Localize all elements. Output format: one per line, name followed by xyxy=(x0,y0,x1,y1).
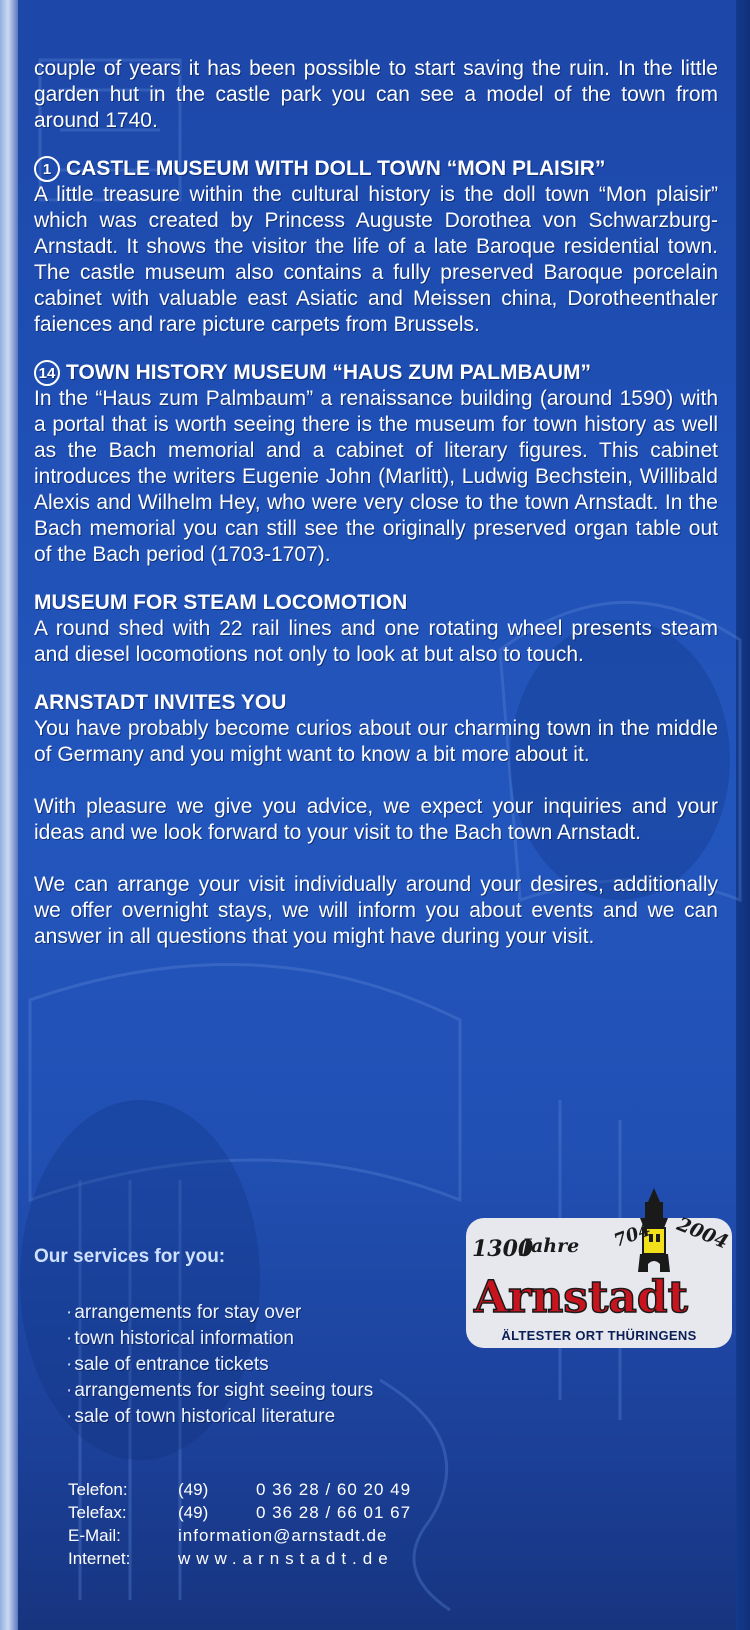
section-body: A round shed with 22 rail lines and one rotating wheel presents steam and diesel locomotions not only to look at but also to touch. xyxy=(34,617,718,666)
website-link[interactable]: www.arnstadt.de xyxy=(178,1549,394,1568)
section-town-history-museum xyxy=(34,360,718,568)
table-row xyxy=(68,1524,411,1547)
section-paragraph: With pleasure we give you advice, we expect your inquiries and your ideas and we look forward to your visit to the Bach town Arnstadt. xyxy=(34,795,718,844)
section-castle-museum xyxy=(34,156,718,338)
section-heading-castle-museum xyxy=(34,156,718,182)
country-code: (49) xyxy=(178,1480,209,1499)
table-row xyxy=(68,1478,411,1501)
section-paragraph: You have probably become curios about our charming town in the middle of Germany and you might want to know a bit more about it. xyxy=(34,717,718,766)
section-title: ARNSTADT INVITES YOU xyxy=(34,691,287,714)
fax-number: 0 36 28 / 66 01 67 xyxy=(256,1503,412,1522)
phone-number[interactable]: 0 36 28 / 60 20 49 xyxy=(256,1480,412,1499)
section-title: TOWN HISTORY MUSEUM “HAUS ZUM PALMBAUM” xyxy=(66,361,591,384)
table-row xyxy=(68,1547,411,1570)
logo-town-name: Arnstadt xyxy=(474,1272,689,1323)
section-body: In the “Haus zum Palmbaum” a renaissance building (around 1590) with a portal that is worth seeing there is the museum for town history as well as the Bach memorial and a cabinet of literary figures. This cabinet introduces the writers Eugenie John (Marlitt), Ludwig Bechstein, Willibald Alexis and Wilhelm Hey, who were very close to the town Arnstadt. In the Bach memorial you can still see the originally preserved organ table out of the Bach period (1703-1707). xyxy=(34,387,718,566)
bullet-icon: · xyxy=(66,1302,73,1323)
list-item: · sale of town historical literature xyxy=(66,1406,336,1427)
main-content xyxy=(34,56,718,950)
logo-number: 1300 xyxy=(472,1236,534,1262)
contact-label: E-Mail: xyxy=(68,1526,121,1545)
email-link[interactable]: information@arnstadt.de xyxy=(178,1526,388,1545)
contact-table xyxy=(68,1478,411,1570)
bullet-icon: · xyxy=(66,1380,73,1401)
logo-subtitle: ÄLTESTER ORT THÜRINGENS xyxy=(501,1328,697,1343)
table-row xyxy=(68,1501,411,1524)
logo-jahre: Jahre xyxy=(522,1235,580,1257)
list-item: · arrangements for stay over xyxy=(66,1302,302,1323)
bullet-icon: · xyxy=(66,1406,73,1427)
intro-paragraph: couple of years it has been possible to start saving the ruin. In the little garden hut in the castle park you can see a model of the town from around 1740. xyxy=(34,57,718,132)
section-heading-town-history-museum xyxy=(34,360,718,386)
services-list xyxy=(66,1300,373,1430)
services-title: Our services for you: xyxy=(34,1246,226,1267)
country-code: (49) xyxy=(178,1503,209,1522)
page-left-edge xyxy=(0,0,18,1630)
section-body: A little treasure within the cultural history is the doll town “Mon plaisir” which was created by Princess Auguste Dorothea von Schwarzburg-Arnstadt. It shows the visitor the life of a late Baroque residential town. The castle museum also contains a fully preserved Baroque porcelain cabinet with valuable east Asiatic and Meissen china, Dorotheenthaler faiences and rare picture carpets from Brussels. xyxy=(34,183,718,336)
section-title: CASTLE MUSEUM WITH DOLL TOWN “MON PLAISIR” xyxy=(66,157,606,180)
section-steam-locomotion xyxy=(34,590,718,668)
bullet-icon: · xyxy=(66,1328,73,1349)
logo-year-start: 704 xyxy=(611,1219,654,1252)
section-arnstadt-invites xyxy=(34,690,718,950)
contact-label: Internet: xyxy=(68,1549,131,1568)
section-title: MUSEUM FOR STEAM LOCOMOTION xyxy=(34,591,408,614)
arnstadt-anniversary-logo xyxy=(464,1188,734,1360)
contact-label: Telefax: xyxy=(68,1503,127,1522)
bullet-icon: · xyxy=(66,1354,73,1375)
section-paragraph: We can arrange your visit individually around your desires, additionally we offer overnight stays, we will inform you about events and we can answer in all questions that you might have during your visit. xyxy=(34,873,718,948)
contact-label: Telefon: xyxy=(68,1480,128,1499)
number-badge-icon: 1 xyxy=(34,156,60,182)
logo-year-end: 2004 xyxy=(673,1213,732,1254)
list-item: · town historical information xyxy=(66,1328,294,1349)
list-item: · arrangements for sight seeing tours xyxy=(66,1380,374,1401)
page-right-edge xyxy=(736,0,750,1630)
list-item: · sale of entrance tickets xyxy=(66,1354,269,1375)
number-badge-icon: 14 xyxy=(34,360,60,386)
